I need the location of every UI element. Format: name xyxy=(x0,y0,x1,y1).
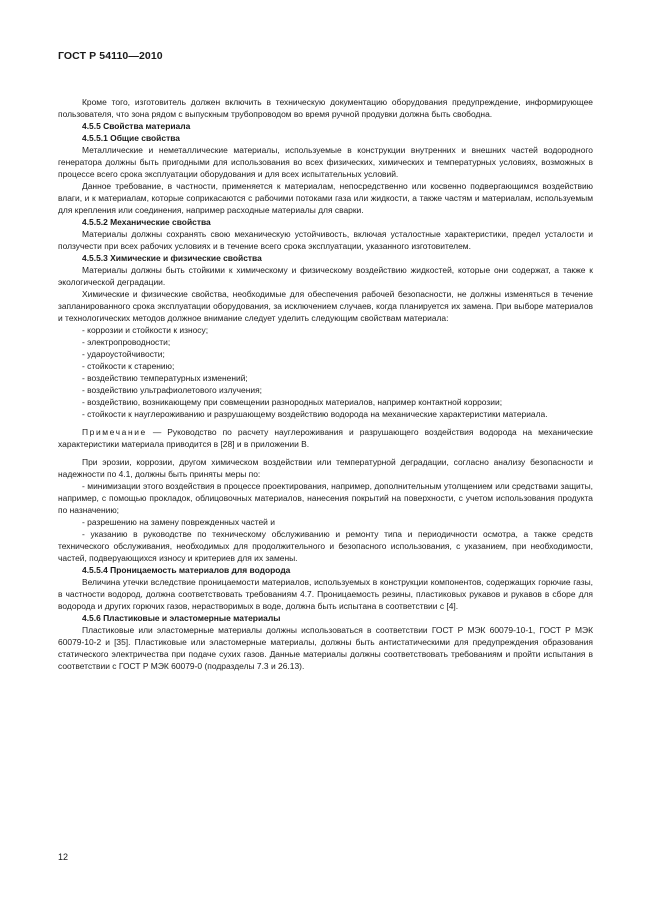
list-item: - указанию в руководстве по техническому обслуживанию и ремонту типа и периодичности осмотра, а также средств технического обслуживания, необходимых для продолжительного и безопасного использования, с указанием, при необходимости, частей, подверγающихся износу и критериев для их замены. xyxy=(58,529,593,563)
section-heading-4-5-6: 4.5.6 Пластиковые и эластомерные материалы xyxy=(82,613,281,623)
paragraph: Кроме того, изготовитель должен включить в техническую документацию оборудования предупреждение, информирующее пользователя, что зона рядом с выпускным трубопроводом во время ручной продувки должна быть свободна. xyxy=(58,97,593,119)
subsection-heading-4-5-5-4: 4.5.5.4 Проницаемость материалов для водорода xyxy=(82,565,291,575)
page-body xyxy=(58,96,593,672)
paragraph: Материалы должны быть стойкими к химическому и физическому воздействию жидкостей, которые они содержат, а также к экологической деградации. xyxy=(58,265,593,287)
document-header: ГОСТ Р 54110—2010 xyxy=(58,50,163,62)
paragraph: Химические и физические свойства, необходимые для обеспечения рабочей безопасности, не должны изменяться в течение запланированного срока эксплуатации оборудования, за исключением случаев, когда планируется их замена. При выборе материалов и технологических методов должное внимание следует уделить следующим свойствам материала: xyxy=(58,289,593,323)
list-item: - электропроводности; xyxy=(82,337,171,347)
note-text: — Руководство по расчету науглероживания и разрушающего воздействия водорода на механические характеристики материала приводится в [28] и в приложении В. xyxy=(58,427,593,449)
paragraph: При эрозии, коррозии, другом химическом воздействии или температурной деградации, согласно анализу безопасности и надежности по 4.1, должны быть приняты меры по: xyxy=(58,457,593,479)
list-item: - разрешению на замену поврежденных частей и xyxy=(82,517,275,527)
list-item: - коррозии и стойкости к износу; xyxy=(82,325,209,335)
subsection-heading-4-5-5-2: 4.5.5.2 Механические свойства xyxy=(82,217,211,227)
list-item: - стойкости к науглероживанию и разрушающему воздействию водорода на механические характеристики материала. xyxy=(82,409,548,419)
paragraph: Металлические и неметаллические материалы, используемые в конструкции внутренних и внешних частей водородного генератора должны быть пригодными для использования во всех физических, химических и температурных условиях, возможных в процессе всего срока эксплуатации оборудования и для всех испытательных условий. xyxy=(58,145,593,179)
list-item: - воздействию, возникающему при совмещении разнородных материалов, например контактной коррозии; xyxy=(82,397,503,407)
list-item: - удароустойчивости; xyxy=(82,349,165,359)
page-number: 12 xyxy=(58,852,69,862)
list-item: - минимизации этого воздействия в процессе проектирования, например, дополнительным утолщением или средствами защиты, например, с помощью прокладок, облицовочных материалов, нанесения покрытий на поверхности, с учетом использования продукта по назначению; xyxy=(58,481,593,515)
subsection-heading-4-5-5-3: 4.5.5.3 Химические и физические свойства xyxy=(82,253,262,263)
note xyxy=(58,426,593,450)
section-heading-4-5-5: 4.5.5 Свойства материала xyxy=(82,121,191,131)
paragraph: Данное требование, в частности, применяется к материалам, непосредственно или косвенно подвергающимся воздействию влаги, и к материалам, которые соприкасаются с рабочими потоками газа или жидкости, а также частям и материалам, используемым для крепления или соединения, например расходные материалы для сварки. xyxy=(58,181,593,215)
note-label: Примечание xyxy=(82,427,147,437)
list-item: - воздействию ультрафиолетового излучения; xyxy=(82,385,263,395)
paragraph: Пластиковые или эластомерные материалы должны использоваться в соответствии ГОСТ Р МЭК 60079-10-1, ГОСТ Р МЭК 60079-10-2 и [35]. Пластиковые или эластомерные материалы, должны быть антистатическими для предупреждения образования статического электричества при подаче сухих газов. Данные материалы должны соответствовать требованиям и пройти испытания в соответствии с ГОСТ Р МЭК 60079-0 (подразделы 7.3 и 26.13). xyxy=(58,625,593,671)
paragraph: Материалы должны сохранять свою механическую устойчивость, включая усталостные характеристики, предел усталости и ползучести при всех рабочих условиях и в течение всего срока эксплуатации, указанного изготовителем. xyxy=(58,229,593,251)
paragraph: Величина утечки вследствие проницаемости материалов, используемых в конструкции компонентов, содержащих горючие газы, в частности водород, должна соответствовать требованиям 4.7. Проницаемость резины, пластиковых рукавов и рукавов в сборе для водорода и других горючих газов, нерастворимых в воде, должна быть испытана в соответствии с [4]. xyxy=(58,577,593,611)
list-item: - стойкости к старению; xyxy=(82,361,175,371)
subsection-heading-4-5-5-1: 4.5.5.1 Общие свойства xyxy=(82,133,180,143)
list-item: - воздействию температурных изменений; xyxy=(82,373,248,383)
